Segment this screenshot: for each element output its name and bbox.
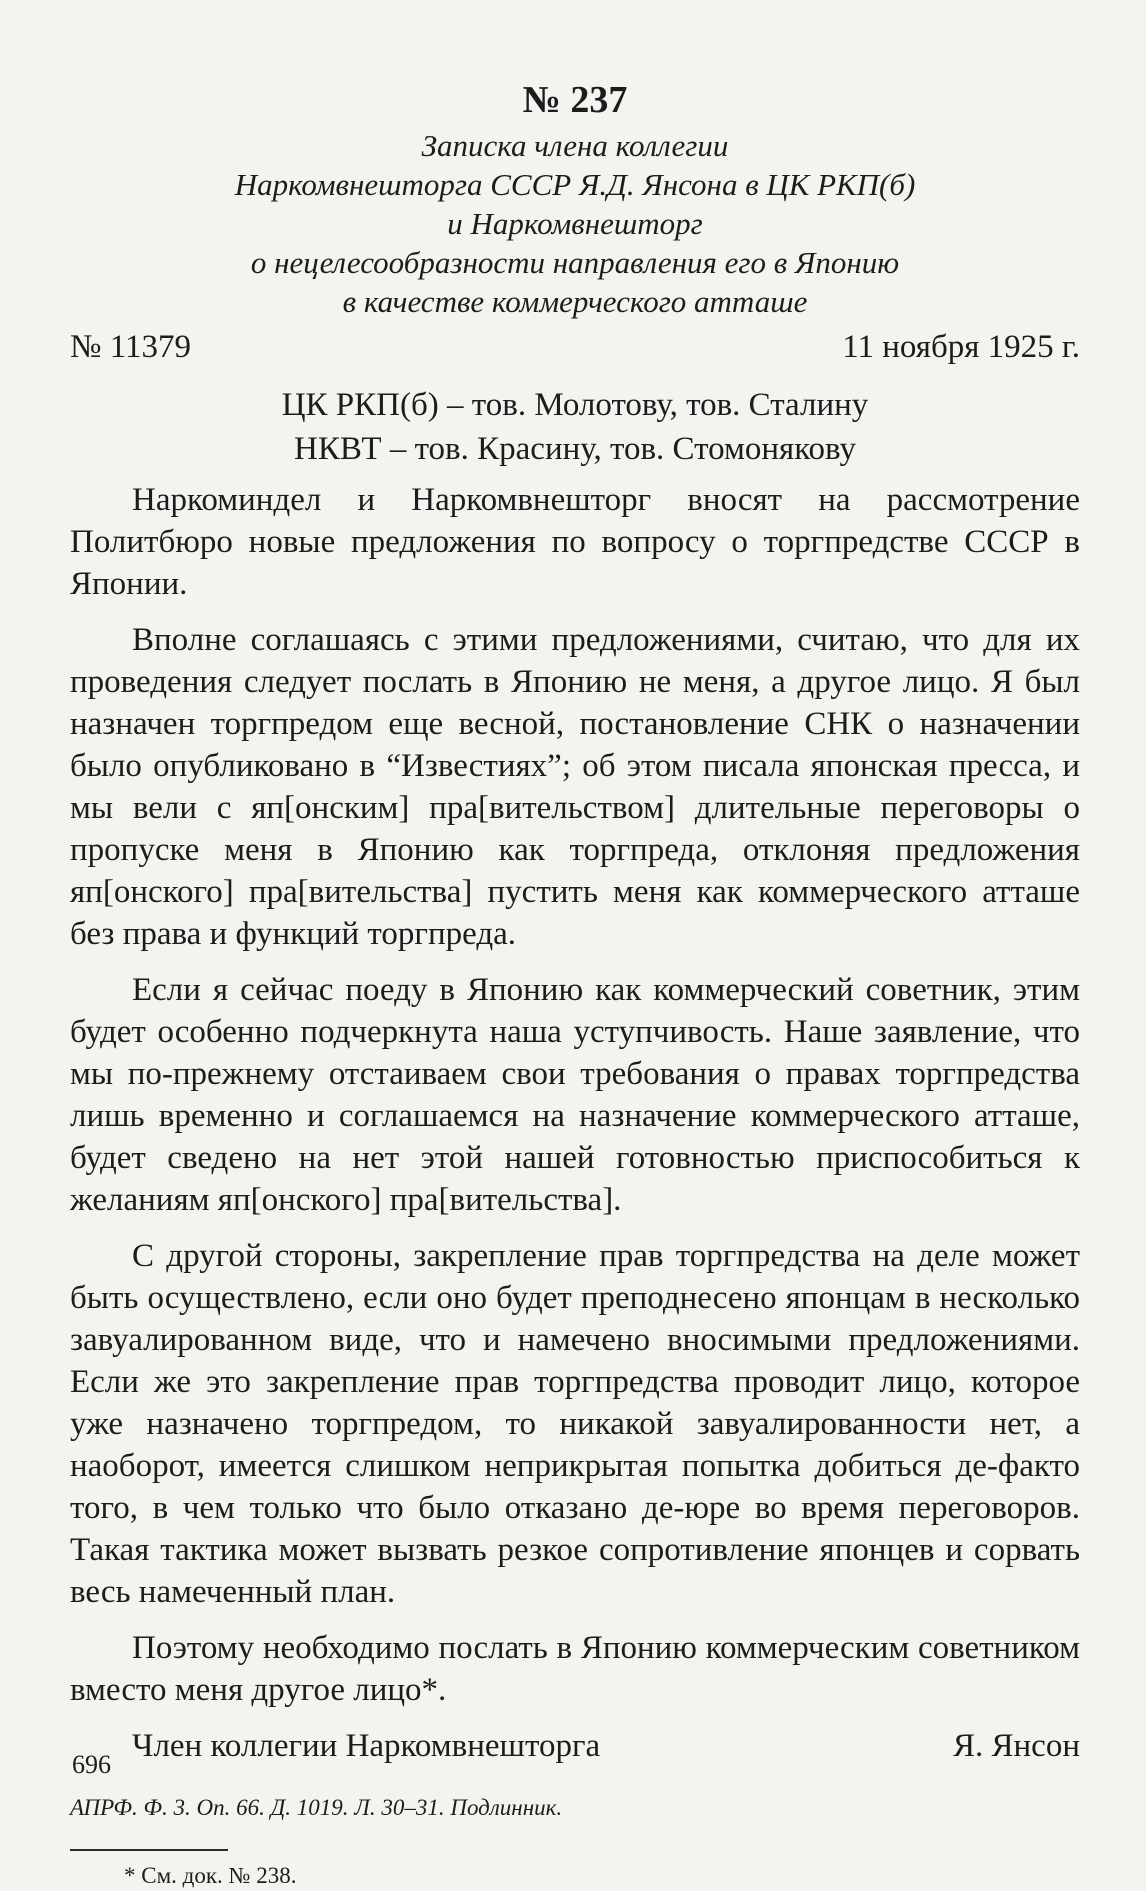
title-line: и Наркомвнешторг xyxy=(447,206,703,241)
document-body xyxy=(70,479,1080,1711)
document-meta xyxy=(70,325,1080,369)
registration-number: № 11379 xyxy=(70,329,192,365)
title-line: о нецелесообразности направления его в Японию xyxy=(250,245,900,280)
addressee-line: НКВТ – тов. Красину, тов. Стомонякову xyxy=(294,431,856,467)
document-date: 11 ноября 1925 г. xyxy=(842,329,1080,365)
title-line: в качестве коммерческого атташе xyxy=(342,284,808,319)
paragraph: Наркоминдел и Наркомвнешторг вносят на рассмотрение Политбюро новые предложения по вопросу о торгпредстве СССР в Японии. xyxy=(70,482,1080,602)
footnote: * См. док. № 238. xyxy=(124,1863,297,1888)
signature-block xyxy=(70,1725,1080,1767)
title-line: Наркомвнешторга СССР Я.Д. Янсона в ЦК РКП(б) xyxy=(234,167,916,202)
paragraph: Поэтому необходимо послать в Японию коммерческим советником вместо меня другое лицо*. xyxy=(70,1630,1080,1708)
paragraph: С другой стороны, закрепление прав торгпредства на деле может быть осуществлено, если оно будет преподнесено японцам в несколько завуалированном виде, что и намечено вносимыми предложениями. Если же это закрепление прав торгпредства проводит лицо, которое уже назначено торгпредом, то никакой завуалированности нет, а наоборот, имеется слишком неприкрытая попытка добиться де-факто того, в чем только что было отказано де-юре во время переговоров. Такая тактика может вызвать резкое сопротивление японцев и сорвать весь намеченный план. xyxy=(70,1238,1080,1610)
document-number: № 237 xyxy=(522,79,628,121)
paragraph: Вполне соглашаясь с этими предложениями, считаю, что для их проведения следует послать в Японию не меня, а другое лицо. Я был назначен торгпредом еще весной, постановление СНК о назначении было опубликовано в “Известиях”; об этом писала японская пресса, и мы вели с яп[онским] пра[вительством] длительные переговоры о пропуске меня в Японию как торгпреда, отклоняя предложения яп[онского] пра[вительства] пустить меня как коммерческого атташе без права и функций торгпреда. xyxy=(70,622,1080,952)
document-page xyxy=(70,78,1080,1891)
signature-role: Член коллегии Наркомвнешторга xyxy=(132,1728,601,1764)
document-title xyxy=(70,126,1080,321)
paragraph: Если я сейчас поеду в Японию как коммерческий советник, этим будет особенно подчеркнута наша уступчивость. Наше заявление, что мы по-прежнему отстаиваем свои требования о правах торгпредства лишь временно и соглашаемся на назначение коммерческого атташе, будет сведено на нет этой нашей готовностью приспособиться к желаниям яп[онского] пра[вительства]. xyxy=(70,972,1080,1218)
title-line: Записка члена коллегии xyxy=(421,128,729,163)
addressee-line: ЦК РКП(б) – тов. Молотову, тов. Сталину xyxy=(281,387,869,423)
signature-name: Я. Янсон xyxy=(953,1728,1080,1764)
page-number: 696 xyxy=(72,1750,111,1779)
addressee-block xyxy=(70,383,1080,471)
footnote-divider xyxy=(70,1849,228,1851)
archive-source: АПРФ. Ф. 3. Оп. 66. Д. 1019. Л. 30–31. Подлинник. xyxy=(70,1795,563,1820)
